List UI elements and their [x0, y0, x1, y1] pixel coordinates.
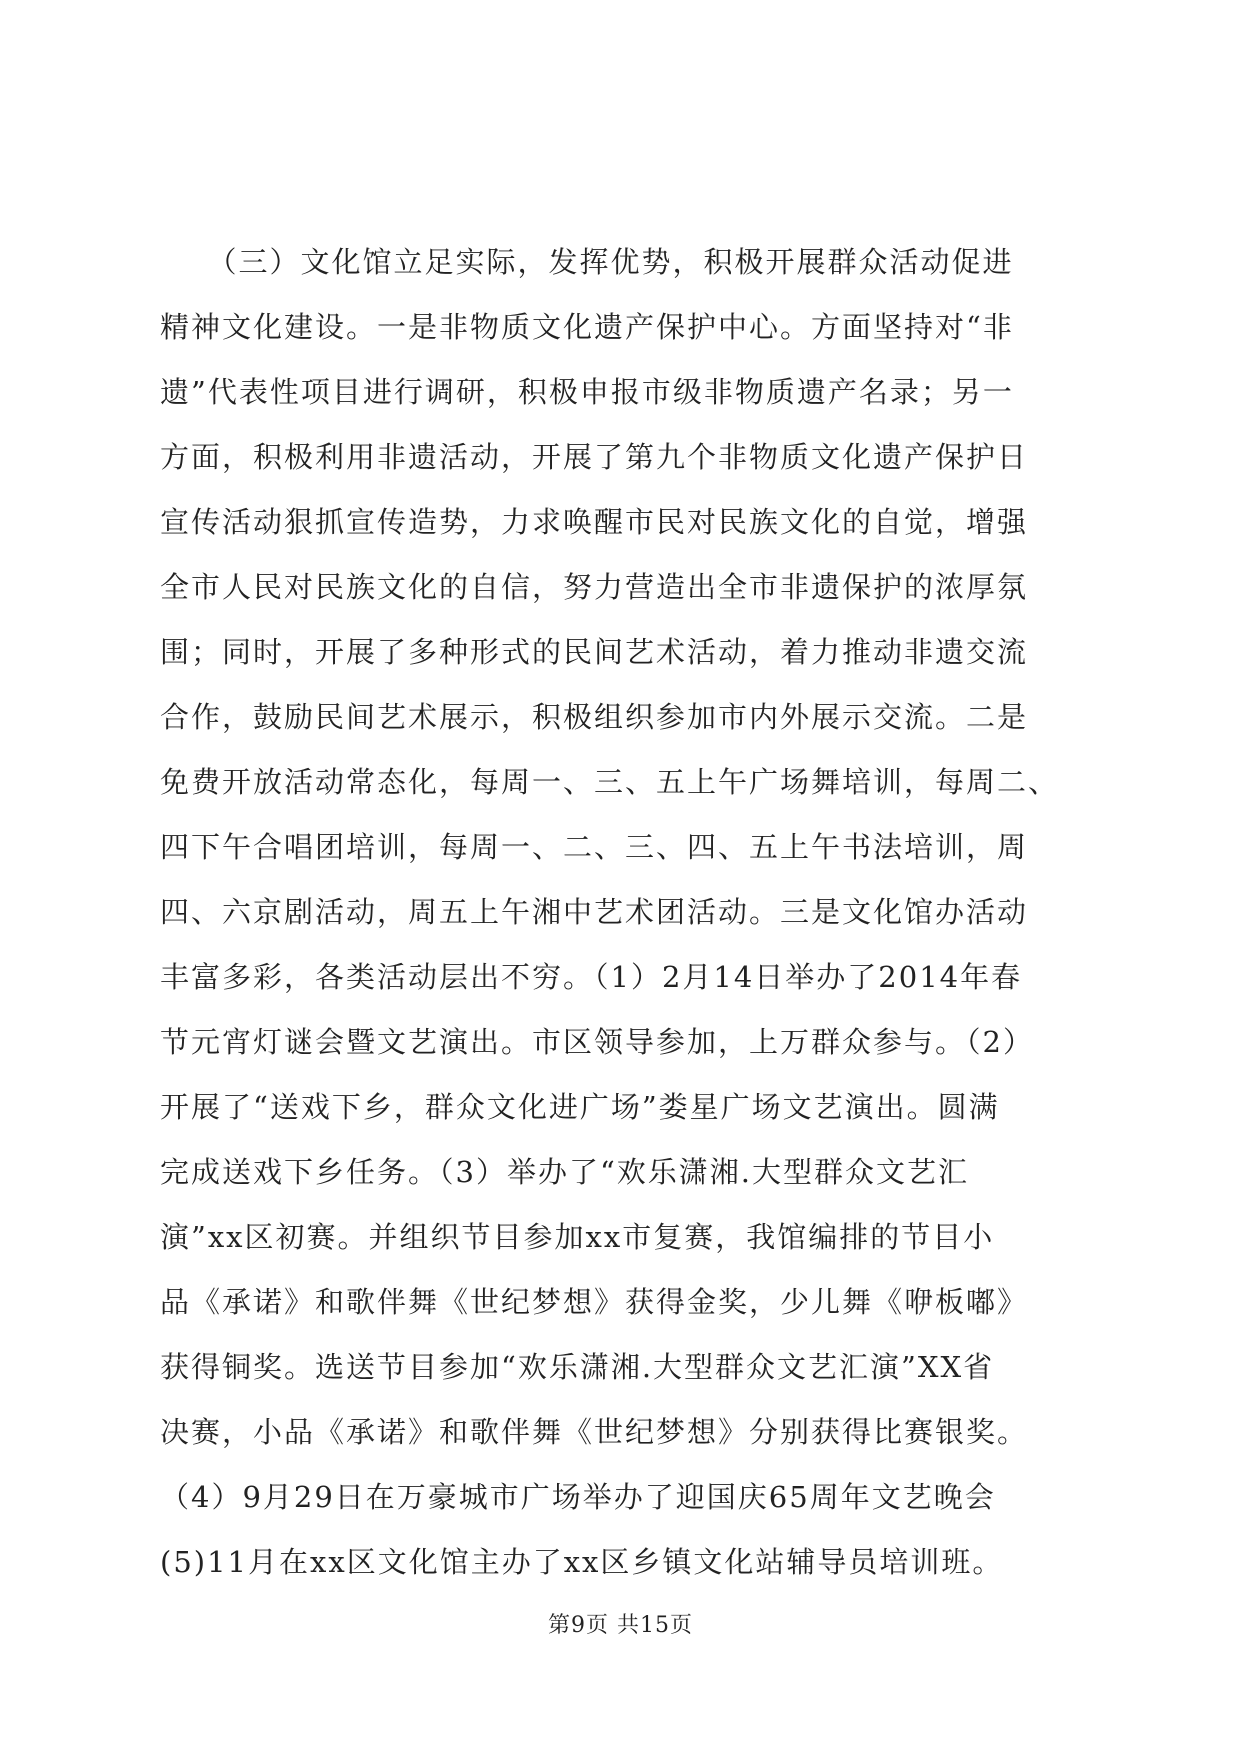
text-line: 精神文化建设。一是非物质文化遗产保护中心。方面坚持对“非	[160, 310, 1014, 344]
text-line: 遗”代表性项目进行调研，积极申报市级非物质遗产名录；另一	[160, 375, 1014, 409]
text-line: （4）9月29日在万豪城市广场举办了迎国庆65周年文艺晚会	[160, 1480, 996, 1514]
text-line: 免费开放活动常态化，每周一、三、五上午广场舞培训，每周二、	[160, 765, 1060, 799]
text-line: 方面，积极利用非遗活动，开展了第九个非物质文化遗产保护日	[160, 440, 1029, 474]
text-line: 开展了“送戏下乡，群众文化进广场”娄星广场文艺演出。圆满	[160, 1090, 1000, 1124]
text-line: 完成送戏下乡任务。（3）举办了“欢乐潇湘.大型群众文艺汇	[160, 1155, 969, 1189]
text-line: 决赛，小品《承诺》和歌伴舞《世纪梦想》分别获得比赛银奖。	[160, 1415, 1029, 1449]
text-line: 四下午合唱团培训，每周一、二、三、四、五上午书法培训，周	[160, 830, 1029, 864]
text-line: （三）文化馆立足实际，发挥优势，积极开展群众活动促进	[160, 245, 1014, 279]
text-line: (5)11月在xx区文化馆主办了xx区乡镇文化站辅导员培训班。	[160, 1545, 1004, 1579]
text-line: 演”xx区初赛。并组织节目参加xx市复赛，我馆编排的节目小	[160, 1220, 995, 1254]
text-line: 四、六京剧活动，周五上午湘中艺术团活动。三是文化馆办活动	[160, 895, 1029, 929]
text-line: 获得铜奖。选送节目参加“欢乐潇湘.大型群众文艺汇演”XX省	[160, 1350, 995, 1384]
body-text	[160, 230, 1080, 1595]
text-line: 丰富多彩，各类活动层出不穷。（1）2月14日举办了2014年春	[160, 960, 1023, 994]
text-line: 全市人民对民族文化的自信，努力营造出全市非遗保护的浓厚氛	[160, 570, 1029, 604]
text-line: 合作，鼓励民间艺术展示，积极组织参加市内外展示交流。二是	[160, 700, 1029, 734]
page-number-footer: 第9页 共15页	[548, 1613, 693, 1638]
text-line: 节元宵灯谜会暨文艺演出。市区领导参加，上万群众参与。（2）	[160, 1025, 1034, 1059]
text-line: 宣传活动狠抓宣传造势，力求唤醒市民对民族文化的自觉，增强	[160, 505, 1029, 539]
text-line: 品《承诺》和歌伴舞《世纪梦想》获得金奖，少儿舞《咿板嘟》	[160, 1285, 1029, 1319]
text-line: 围；同时，开展了多种形式的民间艺术活动，着力推动非遗交流	[160, 635, 1029, 669]
